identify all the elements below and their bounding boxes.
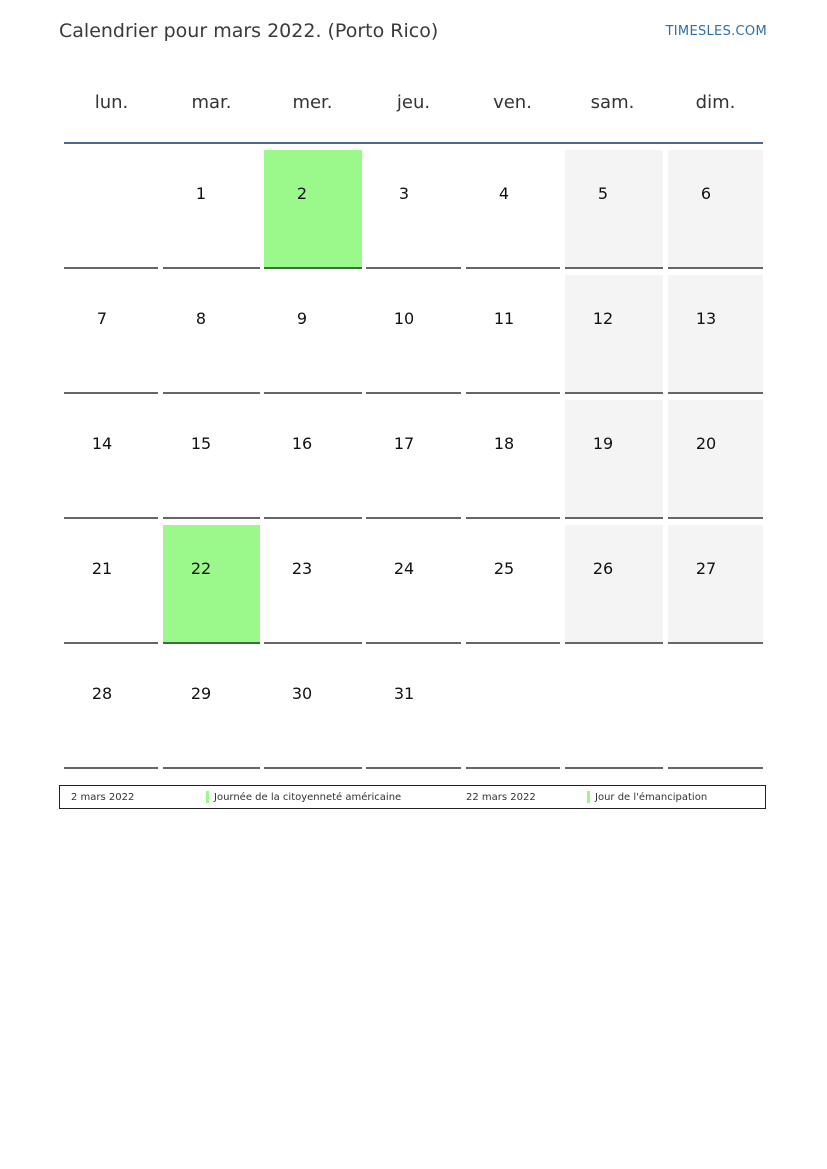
day-number: 11	[493, 309, 515, 328]
day-number: 25	[493, 559, 515, 578]
calendar-day-cell	[565, 650, 663, 769]
day-number: 8	[195, 309, 207, 328]
calendar-day-cell	[163, 275, 260, 394]
calendar-day-cell	[64, 275, 158, 394]
calendar-day-cell	[466, 650, 560, 769]
calendar-day-cell	[264, 150, 362, 269]
day-number: 13	[695, 309, 717, 328]
weekday-label: sam.	[590, 92, 635, 113]
calendar-day-cell	[668, 400, 763, 519]
header-divider	[64, 142, 763, 144]
day-number: 6	[700, 184, 712, 203]
calendar-day-cell	[565, 150, 663, 269]
calendar-day-cell	[264, 275, 362, 394]
day-number: 7	[96, 309, 108, 328]
legend-color-swatch	[206, 791, 209, 803]
calendar-day-cell	[668, 150, 763, 269]
calendar-day-cell	[366, 150, 461, 269]
day-number: 31	[393, 684, 415, 703]
weekday-label: lun.	[94, 92, 129, 113]
weekday-label: dim.	[695, 92, 736, 113]
calendar-day-cell	[163, 150, 260, 269]
calendar-day-cell	[466, 400, 560, 519]
day-number: 1	[195, 184, 207, 203]
calendar-day-cell	[565, 400, 663, 519]
day-number: 27	[695, 559, 717, 578]
calendar-day-cell	[163, 400, 260, 519]
calendar-day-cell	[366, 275, 461, 394]
day-number: 28	[91, 684, 113, 703]
weekday-label: ven.	[493, 92, 532, 113]
day-number: 14	[91, 434, 113, 453]
day-number: 9	[296, 309, 308, 328]
day-number: 20	[695, 434, 717, 453]
calendar-day-cell	[64, 650, 158, 769]
day-number: 24	[393, 559, 415, 578]
day-number: 26	[592, 559, 614, 578]
weekday-header	[64, 82, 763, 142]
calendar-day-cell	[565, 275, 663, 394]
day-number: 18	[493, 434, 515, 453]
legend-date: 22 mars 2022	[466, 792, 536, 803]
weekday-label: jeu.	[396, 92, 431, 113]
day-number: 5	[597, 184, 609, 203]
legend-date: 2 mars 2022	[71, 792, 135, 803]
calendar-day-cell	[668, 525, 763, 644]
calendar-day-cell	[264, 400, 362, 519]
holiday-legend	[59, 785, 766, 809]
calendar-day-cell	[264, 525, 362, 644]
calendar-day-cell	[163, 525, 260, 644]
calendar-day-cell	[668, 650, 763, 769]
day-number: 3	[398, 184, 410, 203]
calendar-day-cell	[264, 650, 362, 769]
calendar-day-cell	[668, 275, 763, 394]
calendar-day-cell	[64, 525, 158, 644]
calendar-day-cell	[466, 275, 560, 394]
calendar-day-cell	[466, 150, 560, 269]
day-number: 30	[291, 684, 313, 703]
legend-holiday-name: Jour de l'émancipation	[595, 792, 708, 803]
calendar-day-cell	[366, 400, 461, 519]
day-number: 10	[393, 309, 415, 328]
day-number: 17	[393, 434, 415, 453]
legend-color-swatch	[587, 791, 590, 803]
calendar-day-cell	[163, 650, 260, 769]
brand-link[interactable]: TIMESLES.COM	[665, 24, 767, 39]
day-number: 22	[190, 559, 212, 578]
day-number: 23	[291, 559, 313, 578]
calendar-day-cell	[466, 525, 560, 644]
day-number: 15	[190, 434, 212, 453]
legend-holiday-name: Journée de la citoyenneté américaine	[214, 792, 402, 803]
weekday-label: mer.	[292, 92, 333, 113]
page-title: Calendrier pour mars 2022. (Porto Rico)	[59, 20, 439, 42]
calendar-day-cell	[64, 400, 158, 519]
day-number: 16	[291, 434, 313, 453]
day-number: 2	[296, 184, 308, 203]
day-number: 29	[190, 684, 212, 703]
calendar-day-cell	[565, 525, 663, 644]
day-number: 21	[91, 559, 113, 578]
day-number: 19	[592, 434, 614, 453]
calendar-day-cell	[366, 525, 461, 644]
calendar-day-cell	[366, 650, 461, 769]
weekday-label: mar.	[191, 92, 232, 113]
day-number: 12	[592, 309, 614, 328]
calendar-day-cell	[64, 150, 158, 269]
day-number: 4	[498, 184, 510, 203]
